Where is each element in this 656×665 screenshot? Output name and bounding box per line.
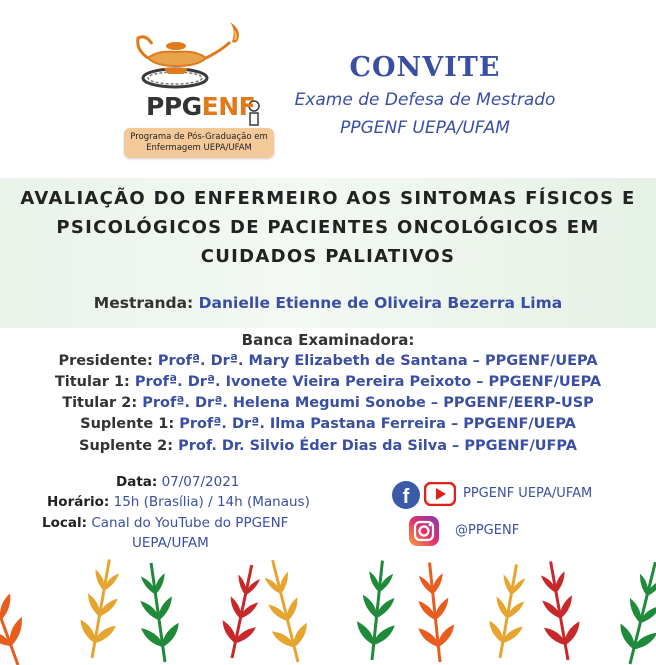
leaf-sprig-green-1-icon [132,560,184,664]
place-label: Local: [42,515,88,531]
facebook-icon[interactable] [391,480,421,510]
logo-wordmark [146,92,255,121]
leaf-sprig-gold-2-icon [255,556,315,665]
logo-wordmark-prefix: PPG [146,92,202,121]
instagram-handle[interactable]: @PPGENF [455,523,520,538]
member-name: Profª. Drª. Ilma Pastana Ferreira – PPGENF/UEPA [179,416,576,432]
leaf-sprig-gold-1-icon [74,556,127,661]
exam-subtitle: Exame de Defesa de Mestrado [294,90,556,110]
title-line-3: CUIDADOS PALIATIVOS [200,246,456,267]
place-value-2: UEPA/UFAM [132,535,209,551]
logo-banner-line2: Enfermagem UEPA/UFAM [146,143,252,153]
title-line-2: PSICOLÓGICOS DE PACIENTES ONCOLÓGICOS EM [56,217,600,238]
member-name: Profª. Drª. Helena Megumi Sonobe – PPGENF/EERP-USP [142,395,594,411]
banca-member [0,416,656,432]
logo-wordmark-suffix: ENF [201,92,256,121]
member-role: Presidente: [58,353,153,369]
svg-text:f: f [402,486,410,508]
member-role: Suplente 2: [79,438,174,454]
mestranda-line [0,294,656,312]
place-line [42,515,288,531]
member-role: Titular 2: [62,395,138,411]
banca-heading: Banca Examinadora: [241,331,415,349]
mestranda-label: Mestranda: [93,294,194,312]
date-line [116,474,239,490]
leaf-sprig-red-2-icon [533,558,586,663]
time-label: Horário: [47,494,110,510]
dissertation-title [20,184,636,271]
member-name: Profª. Drª. Ivonete Vieira Pereira Peixoto – PPGENF/UEPA [134,374,602,390]
banca-member [0,395,656,411]
member-role: Suplente 1: [80,416,175,432]
social-channel-handle[interactable]: PPGENF UEPA/UFAM [463,486,593,501]
member-name: Profª. Drª. Mary Elizabeth de Santana – PPGENF/UEPA [157,353,598,369]
logo-banner-line1: Programa de Pós-Graduação em [130,132,268,142]
leaf-sprig-green-3-icon [612,558,656,665]
leaf-sprig-green-2-icon [353,559,401,662]
leaf-sprig-red-1-icon [215,562,268,662]
member-role: Titular 1: [54,374,130,390]
youtube-icon[interactable] [424,482,456,506]
date-label: Data: [116,474,158,490]
logo-banner [124,128,274,158]
banca-member [0,438,656,454]
date-value: 07/07/2021 [161,474,240,490]
leaf-sprig-orange-2-icon [412,561,458,664]
banca-member [0,353,656,369]
program-subtitle: PPGENF UEPA/UFAM [340,118,510,138]
title-line-1: AVALIAÇÃO DO ENFERMEIRO AOS SINTOMAS FÍSICOS E [20,188,636,209]
time-value: 15h (Brasília) / 14h (Manaus) [113,494,310,510]
decorative-leaves [0,540,656,665]
place-value: Canal do YouTube do PPGENF [91,515,289,531]
leaf-sprig-orange-1-icon [0,555,37,665]
banca-member [0,374,656,390]
mestranda-name: Danielle Etienne de Oliveira Bezerra Lima [198,294,563,312]
convite-heading: CONVITE [349,52,501,83]
leaf-sprig-gold-3-icon [483,561,533,660]
time-line [47,494,310,510]
member-name: Prof. Dr. Silvio Éder Dias da Silva – PPGENF/UFPA [178,438,577,454]
